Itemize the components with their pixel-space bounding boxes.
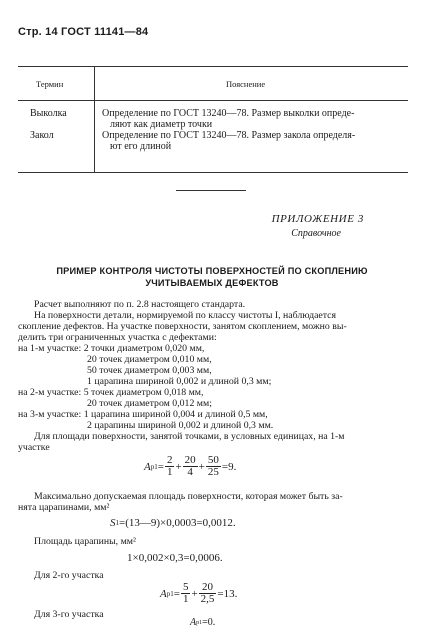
body-line: Для площади поверхности, занятой точками, в условных единицах, на 1-м [34, 431, 345, 442]
eq1-equals: = [157, 460, 164, 473]
separator-rule [176, 190, 246, 191]
equation-2 [110, 517, 236, 529]
denominator: 1 [166, 466, 173, 478]
body-line: Площадь царапины, мм² [34, 536, 136, 547]
body-line: 1 царапина шириной 0,002 и длиной 0,3 мм; [87, 376, 272, 387]
body-line: скопление дефектов. На участке поверхности, занятом скоплением, можно вы- [18, 321, 347, 332]
equation-3: 1×0,002×0,3=0,0006. [127, 552, 223, 564]
eq4-result: =13. [217, 587, 238, 600]
eq4-sub: p1 [166, 589, 174, 598]
body-line: нята царапинами, мм² [18, 502, 110, 513]
appendix-subtitle: Справочное [291, 228, 341, 239]
table-row-term: Закол [30, 130, 54, 141]
numerator: 5 [182, 581, 189, 593]
column-header-explanation: Пояснение [226, 79, 266, 89]
body-line: на 2-м участке: 5 точек диаметром 0,018 мм, [18, 387, 204, 398]
denominator: 25 [207, 466, 219, 478]
denominator: 2,5 [200, 593, 215, 605]
eq4-lhs: A [160, 587, 167, 600]
body-line: Максимально допускаемая площадь поверхности, которая может быть за- [34, 491, 343, 502]
column-header-term: Термин [36, 79, 64, 89]
section-title-line1: ПРИМЕР КОНТРОЛЯ ЧИСТОТЫ ПОВЕРХНОСТЕЙ ПО СКОПЛЕНИЮ [56, 266, 368, 276]
equation-4 [160, 582, 237, 605]
fraction [165, 455, 175, 478]
table-row-term: Выколка [30, 108, 67, 119]
eq4-equals: = [173, 587, 180, 600]
page-header: Стр. 14 ГОСТ 11141—84 [18, 26, 149, 38]
plus-sign: + [198, 460, 205, 473]
body-line: 20 точек диаметром 0,012 мм; [87, 398, 212, 409]
eq1-result: =9. [221, 460, 237, 473]
eq5-sub: p1 [196, 619, 203, 626]
table-top-rule [18, 66, 408, 67]
table-bottom-rule [18, 172, 408, 173]
fraction [199, 582, 217, 605]
body-line: участке [18, 442, 50, 453]
table-header-rule [18, 100, 408, 101]
table-row-definition-cont: ляют как диаметр точки [110, 119, 213, 130]
plus-sign: + [191, 587, 198, 600]
denominator: 4 [187, 466, 193, 478]
equation-5 [190, 617, 215, 628]
numerator: 20 [184, 454, 196, 466]
table-column-divider [94, 66, 95, 172]
fraction [183, 455, 198, 478]
fraction [206, 455, 221, 478]
body-line: Для 3-го участка [34, 609, 104, 620]
table-row-definition-cont: ют его длиной [110, 141, 172, 152]
body-line: Расчет выполняют по п. 2.8 настоящего стандарта. [34, 299, 246, 310]
eq5-lhs: A [190, 617, 197, 628]
body-line: На поверхности детали, нормируемой по классу чистоты I, наблюдается [34, 310, 337, 321]
equation-1 [144, 455, 236, 478]
body-line: 20 точек диаметром 0,010 мм, [87, 354, 212, 365]
eq1-sub: p1 [150, 462, 158, 471]
body-line: делить три ограниченных участка с дефектами: [18, 332, 217, 343]
numerator: 2 [166, 454, 173, 466]
body-line: Для 2-го участка [34, 570, 104, 581]
table-row-definition: Определение по ГОСТ 13240—78. Размер закола определя- [102, 130, 356, 141]
fraction [181, 582, 191, 605]
body-line: на 1-м участке: 2 точки диаметром 0,020 мм, [18, 343, 205, 354]
appendix-title: ПРИЛОЖЕНИЕ 3 [271, 213, 364, 225]
body-line: 2 царапины шириной 0,002 и длиной 0,3 мм. [87, 420, 274, 431]
body-line: 50 точек диаметром 0,003 мм, [87, 365, 212, 376]
eq1-lhs: A [144, 460, 151, 473]
section-title-line2: УЧИТЫВАЕМЫХ ДЕФЕКТОВ [145, 278, 279, 288]
table-row-definition: Определение по ГОСТ 13240—78. Размер выколки опреде- [102, 108, 355, 119]
eq2-lhs: S [110, 517, 116, 529]
eq5-rhs: =0. [202, 617, 216, 628]
plus-sign: + [175, 460, 182, 473]
eq2-sub: 1 [115, 519, 119, 527]
body-line: на 3-м участке: 1 царапина шириной 0,004 и длиной 0,5 мм, [18, 409, 268, 420]
denominator: 1 [182, 593, 189, 605]
numerator: 20 [199, 582, 217, 594]
eq2-rhs: =(13—9)×0,0003=0,0012. [119, 517, 236, 529]
numerator: 50 [207, 454, 219, 466]
